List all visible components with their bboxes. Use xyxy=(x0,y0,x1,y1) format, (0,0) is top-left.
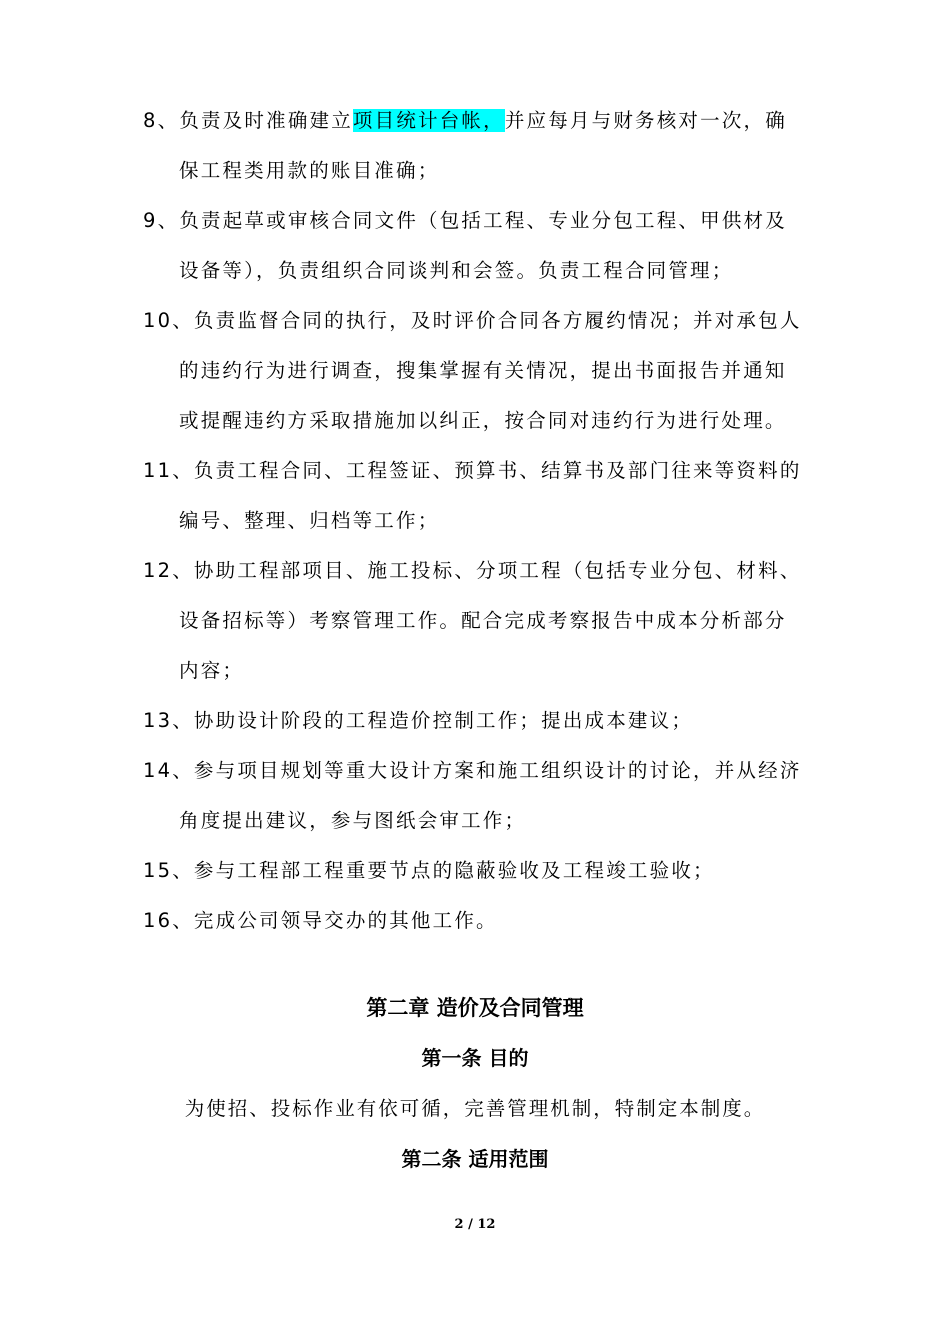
list-item-continuation: 内容； xyxy=(179,659,245,682)
list-item xyxy=(143,446,818,546)
list-item xyxy=(143,96,818,196)
item-text: 负责起草或审核合同文件（包括工程、专业分包工程、甲供材及 xyxy=(179,209,787,232)
list-item xyxy=(143,696,818,746)
item-number: 11、 xyxy=(143,459,194,482)
list-item-first-line xyxy=(143,896,818,946)
item-text: 负责及时准确建立 xyxy=(179,109,353,132)
item-text: 并应每月与财务核对一次，确 xyxy=(504,109,787,132)
item-number: 13、 xyxy=(143,709,194,732)
item-text: 协助设计阶段的工程造价控制工作；提出成本建议； xyxy=(193,709,694,732)
list-item-first-line xyxy=(143,96,818,146)
list-item-first-line xyxy=(143,696,818,746)
list-item xyxy=(143,296,818,446)
list-item-continuation: 设备招标等）考察管理工作。配合完成考察报告中成本分析部分 xyxy=(179,609,787,632)
list-item-first-line xyxy=(143,846,818,896)
list-item-continuation: 设备等），负责组织合同谈判和会签。负责工程合同管理； xyxy=(179,259,734,282)
list-item xyxy=(143,846,818,896)
article-paragraph: 为使招、投标作业有依可循，完善管理机制，特制定本制度。 xyxy=(184,1097,766,1120)
item-number: 14、 xyxy=(143,759,194,782)
list-item xyxy=(143,896,818,946)
list-item-first-line xyxy=(143,446,818,496)
list-item-continuation: 角度提出建议，参与图纸会审工作； xyxy=(179,809,527,832)
item-text: 负责监督合同的执行，及时评价合同各方履约情况；并对承包人 xyxy=(193,309,802,332)
item-number: 15、 xyxy=(143,859,194,882)
item-number: 8、 xyxy=(143,109,180,132)
list-item-first-line xyxy=(143,196,818,246)
article-title: 第二条 适用范围 xyxy=(401,1147,549,1171)
item-text: 参与工程部工程重要节点的隐蔽验收及工程竣工验收； xyxy=(193,859,715,882)
list-item-continuation: 或提醒违约方采取措施加以纠正，按合同对违约行为进行处理。 xyxy=(179,409,787,432)
item-number: 9、 xyxy=(143,209,180,232)
page-number: 2 / 12 xyxy=(454,1217,496,1232)
chapter-title: 第二章 造价及合同管理 xyxy=(366,996,584,1020)
list-item xyxy=(143,546,818,696)
item-text: 完成公司领导交办的其他工作。 xyxy=(193,909,498,932)
list-item-continuation: 的违约行为进行调查，搜集掌握有关情况，提出书面报告并通知 xyxy=(179,359,787,382)
article-title: 第一条 目的 xyxy=(421,1046,529,1070)
item-number: 10、 xyxy=(143,309,194,332)
list-item xyxy=(143,746,818,846)
list-item-first-line xyxy=(143,296,818,346)
item-number: 12、 xyxy=(143,559,194,582)
item-number: 16、 xyxy=(143,909,194,932)
list-item xyxy=(143,196,818,296)
item-text: 参与项目规划等重大设计方案和施工组织设计的讨论，并从经济 xyxy=(193,759,802,782)
list-item-continuation: 编号、整理、归档等工作； xyxy=(179,509,440,532)
list-item-first-line xyxy=(143,546,818,596)
list-item-continuation: 保工程类用款的账目准确； xyxy=(179,159,440,182)
highlighted-text: 项目统计台帐， xyxy=(352,109,505,132)
item-text: 协助工程部项目、施工投标、分项工程（包括专业分包、材料、 xyxy=(193,559,802,582)
item-text: 负责工程合同、工程签证、预算书、结算书及部门往来等资料的 xyxy=(193,459,802,482)
list-item-first-line xyxy=(143,746,818,796)
